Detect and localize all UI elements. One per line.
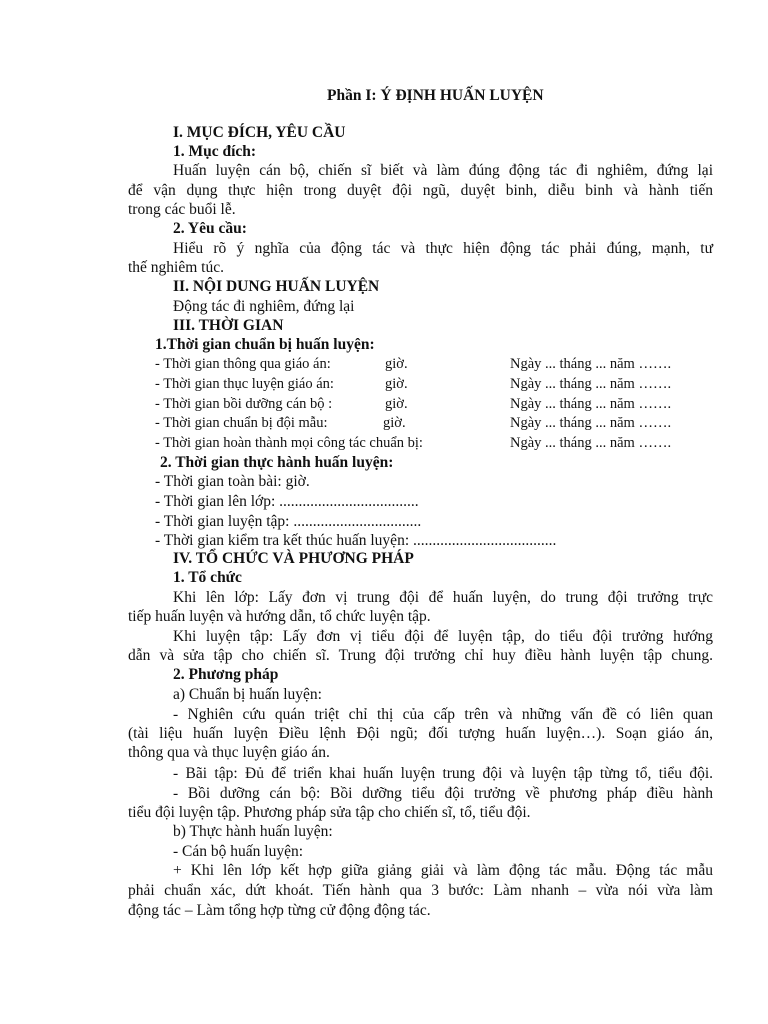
prep-time-row	[155, 413, 715, 433]
prep-time-label: - Thời gian hoàn thành mọi công tác chuẩn bị:	[155, 435, 423, 451]
practice-time-line: - Thời gian kiểm tra kết thúc huấn luyện: .....................................	[155, 532, 557, 549]
prep-time-label: - Thời gian thông qua giáo án:	[155, 356, 331, 372]
requirement-line: thế nghiêm túc.	[128, 259, 224, 276]
organization-line: dẫn và sửa tập cho chiến sĩ. Trung đội trưởng chỉ huy điều hành luyện tập chung.	[128, 647, 713, 664]
method-line: thông qua và thục luyện giáo án.	[128, 744, 330, 761]
method-line: + Khi lên lớp kết hợp giữa giảng giải và làm động tác mẫu. Động tác mẫu	[173, 862, 713, 879]
prep-time-date: Ngày ... tháng ... năm …….	[510, 435, 672, 451]
prep-time-date: Ngày ... tháng ... năm …….	[510, 415, 672, 431]
method-heading: 2. Phương pháp	[173, 666, 279, 683]
purpose-heading: 1. Mục đích:	[173, 143, 257, 160]
document-title: Phần I: Ý ĐỊNH HUẤN LUYỆN	[327, 87, 544, 104]
prep-time-row	[155, 433, 715, 453]
organization-line: tiếp huấn luyện và hướng dẫn, tổ chức luyện tập.	[128, 608, 431, 625]
method-line: - Cán bộ huấn luyện:	[173, 843, 304, 860]
method-line: b) Thực hành huấn luyện:	[173, 823, 333, 840]
method-line: - Bồi dưỡng cán bộ: Bồi dưỡng tiểu đội trưởng về phương pháp điều hành	[173, 785, 713, 802]
method-line: tiểu đội luyện tập. Phương pháp sửa tập cho chiến sĩ, tổ, tiểu đội.	[128, 804, 531, 821]
purpose-line: trong các buổi lễ.	[128, 201, 236, 218]
organization-line: Khi lên lớp: Lấy đơn vị trung đội để huấn luyện, do trung đội trưởng trực	[173, 589, 713, 606]
prep-time-date: Ngày ... tháng ... năm …….	[510, 396, 672, 412]
method-line: (tài liệu huấn luyện Điều lệnh Đội ngũ; đối tượng huấn luyện…). Soạn giáo án,	[128, 725, 713, 742]
purpose-line: để vận dụng thực hiện trong duyệt đội ngũ, duyệt binh, diễu binh và hành tiến	[128, 182, 713, 199]
prep-time-unit: giờ.	[385, 356, 408, 372]
method-line: a) Chuẩn bị huấn luyện:	[173, 686, 322, 703]
prep-time-unit: giờ.	[385, 396, 408, 412]
organization-line: Khi luyện tập: Lấy đơn vị tiểu đội để luyện tập, do tiểu đội trưởng hướng	[173, 628, 713, 645]
purpose-line: Huấn luyện cán bộ, chiến sĩ biết và làm đúng động tác đi nghiêm, đứng lại	[173, 162, 713, 179]
prep-time-unit: giờ.	[383, 415, 406, 431]
prep-time-label: - Thời gian bồi dưỡng cán bộ :	[155, 396, 333, 412]
method-line: động tác – Làm tổng hợp từng cử động động tác.	[128, 902, 431, 919]
prep-time-label: - Thời gian chuẩn bị đội mẫu:	[155, 415, 328, 431]
section-1-heading: I. MỤC ĐÍCH, YÊU CẦU	[173, 124, 346, 141]
practice-time-heading: 2. Thời gian thực hành huấn luyện:	[160, 454, 394, 471]
training-content: Động tác đi nghiêm, đứng lại	[173, 298, 355, 315]
method-line: - Bãi tập: Đủ để triển khai huấn luyện trung đội và luyện tập từng tổ, tiểu đội.	[173, 765, 713, 782]
prep-time-unit: giờ.	[385, 376, 408, 392]
section-3-heading: III. THỜI GIAN	[173, 317, 284, 334]
practice-time-line: - Thời gian lên lớp: ....................................	[155, 493, 419, 510]
method-line: - Nghiên cứu quán triệt chỉ thị của cấp trên và những vấn đề có liên quan	[173, 706, 713, 723]
method-line: phải chuẩn xác, dứt khoát. Tiến hành qua 3 bước: Làm nhanh – vừa nói vừa làm	[128, 882, 713, 899]
prep-time-heading: 1.Thời gian chuẩn bị huấn luyện:	[155, 336, 375, 353]
organization-heading: 1. Tổ chức	[173, 569, 242, 586]
requirement-line: Hiểu rõ ý nghĩa của động tác và thực hiện động tác phải đúng, mạnh, tư	[173, 240, 713, 257]
section-2-heading: II. NỘI DUNG HUẤN LUYỆN	[173, 278, 380, 295]
practice-time-line: - Thời gian toàn bài: giờ.	[155, 473, 310, 490]
requirement-heading: 2. Yêu cầu:	[173, 220, 247, 237]
prep-time-row	[155, 374, 715, 394]
section-4-heading: IV. TỔ CHỨC VÀ PHƯƠNG PHÁP	[173, 550, 414, 567]
prep-time-date: Ngày ... tháng ... năm …….	[510, 356, 672, 372]
prep-time-label: - Thời gian thục luyện giáo án:	[155, 376, 334, 392]
practice-time-line: - Thời gian luyện tập: .................................	[155, 513, 422, 530]
prep-time-row	[155, 394, 715, 414]
prep-time-date: Ngày ... tháng ... năm …….	[510, 376, 672, 392]
prep-time-row	[155, 354, 715, 374]
